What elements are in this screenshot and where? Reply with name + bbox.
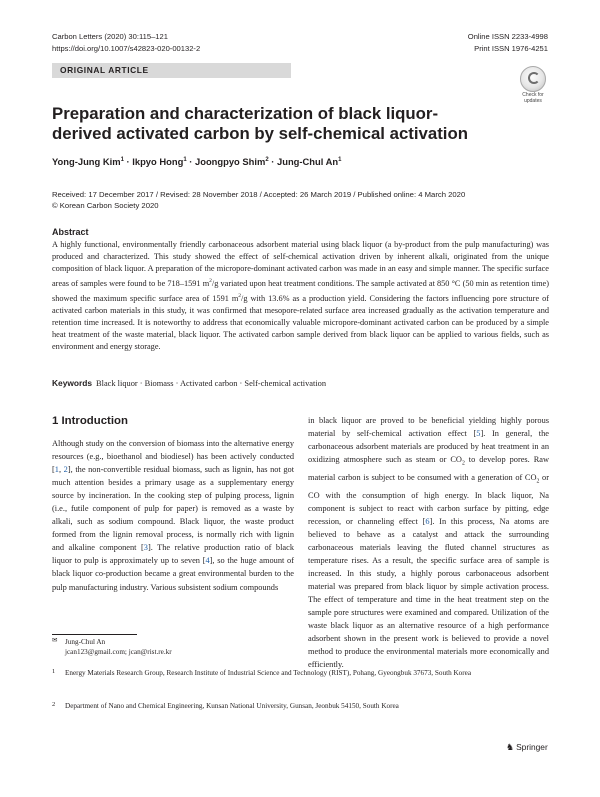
journal-citation: [52, 31, 200, 54]
intro-paragraph-left: Although study on the conversion of biomass into the alternative energy resources (e.g., bioethanol and biodiesel) has been actively conducted [1, 2], the non-convertible residual biomass, such as lignin, has not got much attention besides a primary usage as a supplementary energy source by incineration. In the cooking step of pulping process, lignin (i.e., futile component of pulp for paper) is removed as a waste by alkali, such as sodium compound. Black liquor, the waste product formed from the lignin removal process, is normally rich with lignin and alkaline component [3]. The relative production ratio of black liquor to pulp is approximately up to seven [4], so the huge amount of black liquor co-production became a great environmental burden to the pulp manufacturing industry. Various subsistent sodium compounds: [52, 439, 295, 592]
affiliation-1: [52, 668, 471, 678]
check-for-updates-button[interactable]: [518, 66, 548, 104]
check-updates-label: Check for updates: [522, 92, 544, 104]
citation-link[interactable]: 5: [476, 429, 481, 439]
publisher-name: Springer: [516, 742, 548, 752]
affiliation-2-text: Department of Nano and Chemical Engineering, Kunsan National University, Gunsan, Jeonbuk 54150, South Korea: [65, 702, 399, 710]
online-issn: Online ISSN 2233-4998: [467, 32, 548, 41]
citation-link[interactable]: 4: [205, 556, 210, 566]
affiliation-2-mark: 2: [52, 701, 56, 708]
check-updates-icon: [520, 66, 546, 92]
intro-paragraph-right: in black liquor are proved to be beneficial yielding highly porous material by self-chemical activation effect [5]. In general, the carbonaceous adsorbent materials are produced by heat treatment in an oxidizing atmosphere such as steam or $CO_2$ to develop pores. Raw material carbon is subject to be consumed with a generation of $CO_2$ or CO with the consumption of high energy. In black liquor, Na component is subject to react with carbon surface by pitting, edge recession, or channeling effect [6]. In this process, Na atoms are believed to behave as a catalyst and attack the surrounding carbonaceous materials leaving the fluted channel structures as temperature rises. As a result, the specific surface area of sample is increased. In this study, a highly porous carbonaceous adsorbent material was prepared from black liquor by simple activation process. The effect of temperature and time in the heat treatment step on the sample pore structures were examined and compared. Utilization of the waste black liquor as an alternative resource of a high performance adsorbent shown in the present work is believed to provide a novel method to produce the environmental materials more economically and efficiently.: [308, 416, 549, 670]
corresponding-author: [52, 637, 172, 657]
corresponding-author-email[interactable]: jcan123@gmail.com; jcan@rist.re.kr: [65, 648, 172, 657]
author-name[interactable]: Joongpyo Shim: [195, 156, 266, 167]
issn-block: [468, 31, 548, 54]
article-title: Preparation and characterization of black liquor-derived activated carbon by self-chemical activation: [52, 104, 468, 143]
citation-link[interactable]: 1: [54, 465, 59, 475]
abstract-text: A highly functional, environmentally friendly carbonaceous adsorbent material using black liquor (a by-product from the pulp manufacturing) was produced and characterized. This study showed the effect of self-chemical activation driven by inherent alkali, originated from the unique composition of black liquor. A preparation of the micropore-dominant activated carbon was made in an easy and simple manner. The specific surface areas of samples were found to be 718–1591 $m^2/g$ variated upon heat treatment conditions. The sample activated at 850 °C (50 min as retention time) showed the maximum specific surface area of 1591 $m^2/g$ with 13.6% as a production yield. Considering the factors influencing pore structure of activated carbon materials in this study, it was confirmed that mesopore-related surface area increased gradually as the activation temperature and retention time increased. It is noteworthy to address that economically valuable micropore-dominant activated carbon can be produced by a simple heat treatment of the waste material, black liquor. The activated carbon sample derived from black liquor can be applied to various fields, such as environment and energy storage.: [52, 240, 549, 352]
keywords-text: Black liquor · Biomass · Activated carbon · Self-chemical activation: [96, 379, 327, 388]
citation-link[interactable]: 3: [143, 543, 148, 553]
citation-link[interactable]: 2: [63, 465, 68, 475]
author-name[interactable]: Yong-Jung Kim: [52, 156, 121, 167]
print-issn: Print ISSN 1976-4251: [474, 43, 548, 53]
footnote-divider: [52, 634, 137, 635]
article-type-banner: ORIGINAL ARTICLE: [52, 63, 291, 78]
affiliation-1-text: Energy Materials Research Group, Research Institute of Industrial Science and Technology (RIST), Pohang, Gyeongbuk 37673, South Korea: [65, 669, 472, 677]
affiliation-2: [52, 701, 399, 711]
section-heading-introduction: 1 Introduction: [52, 415, 128, 427]
author-name[interactable]: Ikpyo Hong: [132, 156, 184, 167]
springer-horse-icon: ♞: [506, 742, 515, 752]
author-list: [52, 156, 341, 167]
publisher-logo: [506, 742, 548, 753]
corresponding-author-name: Jung-Chul An: [65, 638, 106, 646]
affiliation-1-mark: 1: [52, 668, 56, 675]
author-affiliation-mark: 1: [183, 156, 187, 163]
journal-line: Carbon Letters (2020) 30:115–121: [52, 32, 168, 41]
author-affiliation-mark: 1: [338, 156, 342, 163]
abstract-heading: Abstract: [52, 227, 89, 237]
author-separator: ·: [268, 156, 277, 167]
keywords-label: Keywords: [52, 378, 93, 388]
author-separator: ·: [186, 156, 195, 167]
author-name[interactable]: Jung-Chul An: [277, 156, 339, 167]
copyright-line: © Korean Carbon Society 2020: [52, 201, 159, 210]
doi-link[interactable]: https://doi.org/10.1007/s42823-020-00132-2: [52, 43, 201, 53]
envelope-icon: ✉: [52, 637, 58, 644]
author-affiliation-mark: 2: [265, 156, 269, 163]
date-history: Received: 17 December 2017 / Revised: 28 November 2018 / Accepted: 26 March 2019 / Published online: 4 March 2020: [52, 190, 466, 199]
publication-history: [52, 189, 465, 211]
author-affiliation-mark: 1: [120, 156, 124, 163]
author-separator: ·: [123, 156, 133, 167]
citation-link[interactable]: 6: [425, 516, 430, 526]
keywords: [52, 378, 326, 388]
